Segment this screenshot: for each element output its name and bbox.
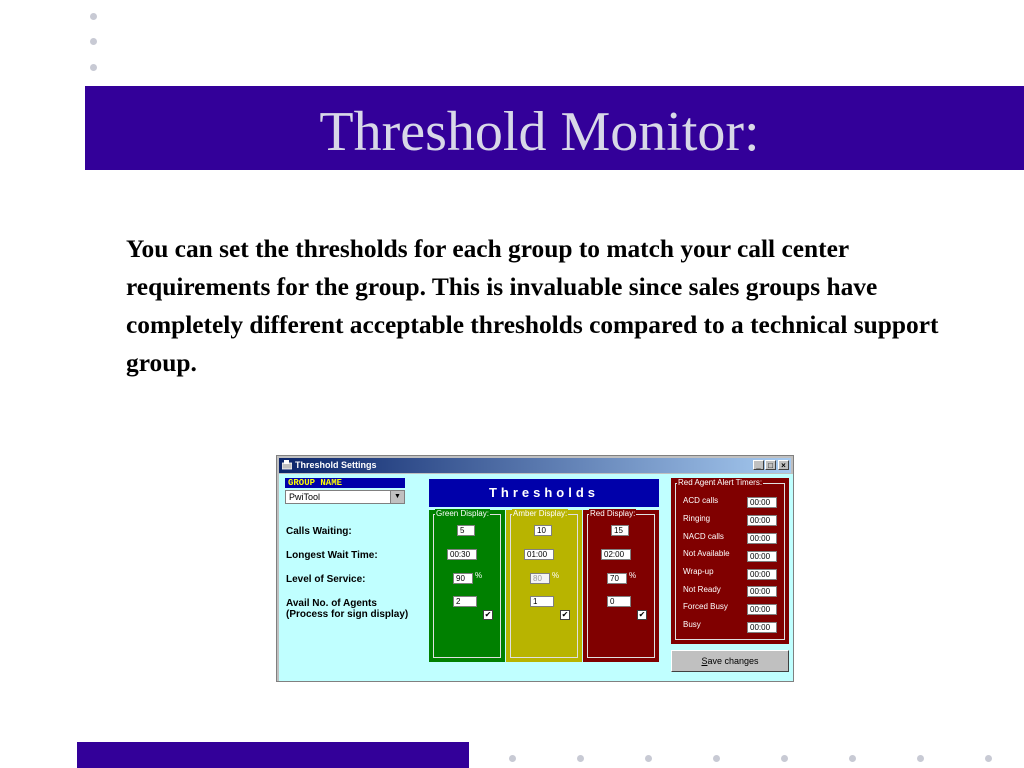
green-longest-wait-input[interactable]: 00:30 [447, 549, 477, 560]
red-longest-wait-input[interactable]: 02:00 [601, 549, 631, 560]
red-sign-display-checkbox[interactable]: ✔ [638, 610, 646, 619]
decor-dot [90, 38, 97, 45]
amber-level-of-service-input[interactable]: 80 [530, 573, 550, 584]
alert-timer-input[interactable]: 00:00 [747, 604, 777, 615]
alert-timers-label: Red Agent Alert Timers: [678, 478, 763, 487]
red-display-panel [583, 510, 659, 662]
alert-timer-input[interactable]: 00:00 [747, 533, 777, 544]
save-accelerator: S [701, 656, 708, 666]
decor-dot [90, 64, 97, 71]
alert-timer-input[interactable]: 00:00 [747, 622, 777, 633]
decor-dot [90, 13, 97, 20]
decor-dot [509, 755, 516, 762]
percent-sign: % [629, 571, 637, 580]
decor-dot [713, 755, 720, 762]
green-display-label: Green Display: [436, 509, 489, 518]
alert-row-label: Ringing [683, 514, 711, 523]
green-avail-agents-input[interactable]: 2 [453, 596, 477, 607]
level-of-service-label: Level of Service: [286, 574, 366, 585]
alert-timer-input[interactable]: 00:00 [747, 569, 777, 580]
alert-row-label: Not Ready [683, 585, 721, 594]
calls-waiting-label: Calls Waiting: [286, 526, 352, 537]
alert-row-label: ACD calls [683, 496, 719, 505]
percent-sign: % [552, 571, 560, 580]
avail-agents-sublabel: (Process for sign display) [286, 609, 409, 620]
close-button[interactable]: × [778, 460, 789, 470]
amber-display-label: Amber Display: [513, 509, 568, 518]
threshold-settings-window [276, 455, 794, 682]
avail-agents-label: Avail No. of Agents [286, 598, 377, 609]
alert-timer-input[interactable]: 00:00 [747, 497, 777, 508]
red-display-label: Red Display: [590, 509, 636, 518]
green-calls-waiting-input[interactable]: 5 [457, 525, 475, 536]
maximize-button[interactable]: □ [765, 460, 776, 470]
longest-wait-label: Longest Wait Time: [286, 550, 378, 561]
green-level-of-service-input[interactable]: 90 [453, 573, 473, 584]
dropdown-arrow-icon[interactable]: ▼ [390, 491, 404, 503]
alert-row-label: NACD calls [683, 532, 724, 541]
alert-row-label: Forced Busy [683, 602, 728, 611]
save-changes-button[interactable] [671, 650, 789, 672]
alert-row-label: Not Available [683, 549, 730, 558]
alert-timer-input[interactable]: 00:00 [747, 515, 777, 526]
save-button-label: ave changes [707, 656, 759, 666]
alert-timer-input[interactable]: 00:00 [747, 551, 777, 562]
window-title: Threshold Settings [295, 460, 377, 470]
thresholds-header: Thresholds [429, 479, 659, 507]
amber-avail-agents-input[interactable]: 1 [530, 596, 554, 607]
group-name-label: GROUP NAME [285, 478, 405, 488]
app-icon [282, 460, 292, 470]
minimize-button[interactable]: _ [753, 460, 764, 470]
red-avail-agents-input[interactable]: 0 [607, 596, 631, 607]
amber-longest-wait-input[interactable]: 01:00 [524, 549, 554, 560]
group-select[interactable] [285, 490, 405, 504]
decor-dot [985, 755, 992, 762]
amber-display-panel [506, 510, 582, 662]
slide-title: Threshold Monitor: [319, 101, 760, 163]
decor-dot [917, 755, 924, 762]
group-select-value: PwiTool [289, 492, 321, 502]
title-band [85, 86, 1024, 170]
amber-calls-waiting-input[interactable]: 10 [534, 525, 552, 536]
amber-sign-display-checkbox[interactable]: ✔ [561, 610, 569, 619]
alert-row-label: Wrap-up [683, 567, 714, 576]
red-calls-waiting-input[interactable]: 15 [611, 525, 629, 536]
window-titlebar[interactable] [279, 458, 791, 473]
decor-dot [849, 755, 856, 762]
decor-dot [577, 755, 584, 762]
green-sign-display-checkbox[interactable]: ✔ [484, 610, 492, 619]
window-client [279, 474, 793, 681]
slide-body: You can set the thresholds for each group to match your call center requirements for the group. This is invaluable since sales groups have completely different acceptable thresholds compared to a technical support group. [126, 235, 939, 377]
bottom-band [77, 742, 469, 768]
red-agent-alert-timers-panel [671, 478, 789, 644]
percent-sign: % [475, 571, 483, 580]
decor-dot [645, 755, 652, 762]
red-level-of-service-input[interactable]: 70 [607, 573, 627, 584]
green-display-panel [429, 510, 505, 662]
alert-row-label: Busy [683, 620, 701, 629]
alert-timer-input[interactable]: 00:00 [747, 586, 777, 597]
decor-dot [781, 755, 788, 762]
